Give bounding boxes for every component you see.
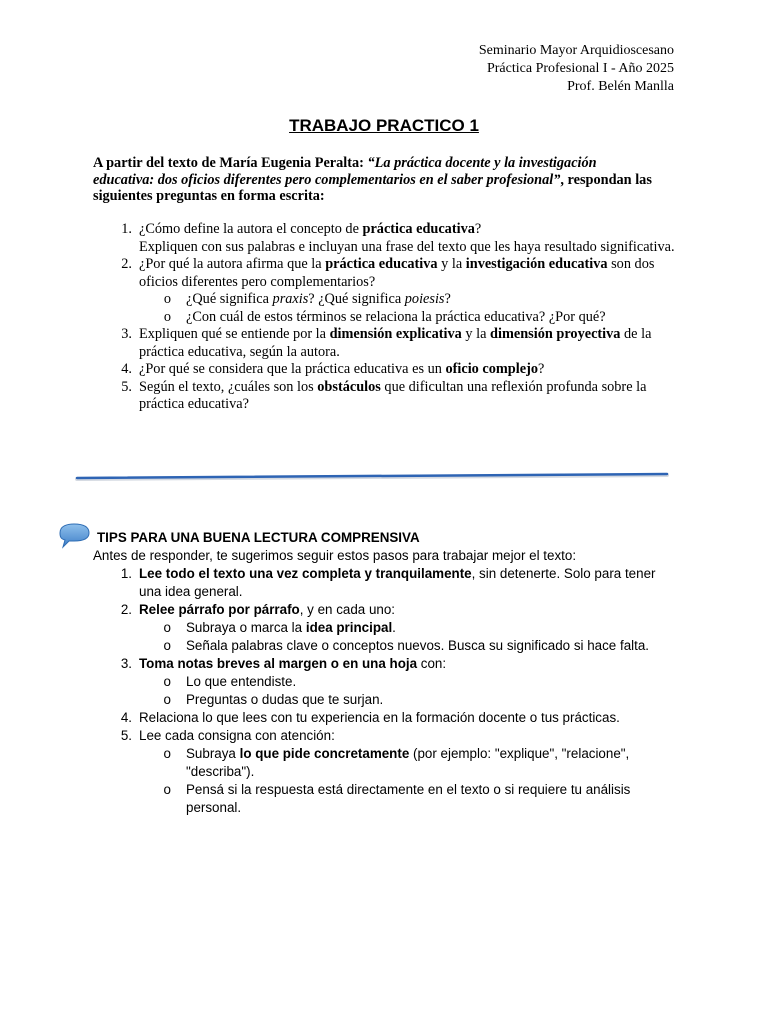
sub-question-text-part: ? ¿Qué significa [308,291,405,307]
intro-tail: , respondan las siguientes preguntas en forma escrita: [93,171,652,204]
tip-text-part: (por ejemplo: "explique", "relacione", "describa"). [186,746,630,779]
section-divider [0,465,768,489]
tip-number: 3. [120,656,132,671]
tip-text [139,565,673,601]
tip-text-part: , y en cada uno: [299,602,396,617]
tip-sub-item [93,745,673,781]
tip-keyword: Lee todo el texto una vez completa y tranquilamente [139,566,472,581]
tip-keyword: lo que pide concretamente [239,746,410,761]
tip-keyword: Relee párrafo por párrafo [139,602,300,617]
question-number: 1. [121,221,132,237]
question-text-part: Expliquen qué se entiende por la [139,326,330,342]
tip-sub-text: Pensá si la respuesta está directamente en el texto o si requiere tu análisis personal. [186,782,631,815]
bullet-marker: o [163,638,171,653]
tip-sub-item [93,637,673,655]
question-text-part: Expliquen con sus palabras e incluyan una frase del texto que les haya resultado significativa. [139,238,675,255]
question-text-part: que dificultan una reflexión profunda sobre la práctica educativa? [139,378,647,412]
sub-question-text [186,291,683,309]
tip-item [93,727,673,745]
question-text-part: y la [461,326,491,342]
question-number: 4. [121,361,132,377]
question-text-part: ? [474,221,482,237]
tip-number: 1. [120,566,132,581]
question-number: 3. [121,326,132,342]
question-keyword: oficio complejo [445,361,538,377]
tip-sub-text: Preguntas o dudas que te surjan. [186,692,384,707]
tip-text [139,601,673,619]
document-header [479,42,674,96]
question-text [139,361,683,379]
question-item [93,326,683,361]
tip-sub-text [186,619,673,637]
tip-sub-text: Señala palabras clave o conceptos nuevos. Busca su significado si hace falta. [186,638,650,653]
question-list [93,221,683,414]
question-text-part: y la [437,256,466,272]
sub-question [93,291,683,309]
intro-lead: A partir del texto de María Eugenia Peralta: [93,155,368,171]
sub-question-text-part: ? [444,291,451,307]
bullet-marker: o [163,746,171,761]
term-poiesis: poiesis [404,291,445,307]
tip-number: 5. [120,728,132,743]
professor-name: Prof. Belén Manlla [567,79,674,94]
sub-question-text-part: ¿Qué significa [186,291,273,307]
question-keyword: dimensión proyectiva [490,326,621,342]
page-title: TRABAJO PRACTICO 1 [289,116,479,135]
tip-number: 4. [120,710,132,725]
tip-text-part: , sin detenerte. Solo para tener una idea general. [139,566,656,599]
question-item [93,221,683,256]
question-text [139,256,683,291]
tip-text-part: Subraya [186,746,240,761]
tip-text-part: Subraya o marca la [186,620,306,635]
sub-question-text: ¿Con cuál de estos términos se relaciona la práctica educativa? ¿Por qué? [186,308,606,325]
course-name: Práctica Profesional I - Año 2025 [486,61,674,76]
bullet-marker: o [163,782,171,797]
question-text [139,221,683,256]
question-text-part: Según el texto, ¿cuáles son los [139,378,318,395]
bullet-marker: o [163,291,171,307]
question-text-part: ¿Por qué la autora afirma que la [139,256,326,272]
question-text [139,379,683,414]
question-item [93,379,683,414]
tip-keyword: Toma notas breves al margen o en una hoja [139,656,418,671]
bullet-marker: o [163,692,171,707]
tip-sub-item [93,781,673,817]
tip-item [93,565,673,601]
tip-text-part: . [392,620,396,635]
tip-sub-text: Lo que entendiste. [186,674,297,689]
tip-number: 2. [120,602,132,617]
sub-question [93,309,683,327]
tips-title: TIPS PARA UNA BUENA LECTURA COMPRENSIVA [97,530,420,545]
tip-sub-item [93,691,673,709]
question-text-part: de la práctica educativa, según la autora. [139,326,652,360]
question-keyword: obstáculos [317,378,381,395]
tip-item [93,655,673,673]
question-text-part: son dos oficios diferentes pero complementarios? [139,256,655,290]
question-keyword: práctica educativa [325,256,438,272]
question-text [139,326,683,361]
tip-item [93,601,673,619]
tip-text: Lee cada consigna con atención: [139,728,335,743]
intro-paragraph [93,155,653,205]
speech-bubble-icon [57,522,91,550]
tip-item [93,709,673,727]
tips-section [93,529,673,817]
question-text-part: ? [537,361,545,377]
question-number: 2. [121,256,132,272]
tips-intro: Antes de responder, te sugerimos seguir estos pasos para trabajar mejor el texto: [93,548,577,563]
bullet-marker: o [163,620,171,635]
question-number: 5. [121,378,132,395]
question-keyword: práctica educativa [362,221,475,237]
question-text-part: ¿Por qué se considera que la práctica educativa es un [139,361,446,377]
tip-text: Relaciona lo que lees con tu experiencia en la formación docente o tus prácticas. [139,710,620,725]
bullet-marker: o [163,308,171,325]
question-keyword: investigación educativa [465,256,608,272]
tip-sub-text [186,745,673,781]
tip-text-part: con: [417,656,447,671]
tip-text [139,655,673,673]
tip-keyword: idea principal [305,620,393,635]
institution-name: Seminario Mayor Arquidioscesano [478,43,674,58]
question-text-part: ¿Cómo define la autora el concepto de [139,221,363,237]
question-keyword: dimensión explicativa [329,326,462,342]
intro-source-title: “La práctica docente y la investigación educativa: dos oficios diferentes pero complementarios en el saber profesional” [93,155,597,188]
term-praxis: praxis [272,291,309,307]
question-item [93,256,683,291]
tip-sub-item [93,673,673,691]
question-item [93,361,683,379]
bullet-marker: o [163,674,171,689]
tip-sub-item [93,619,673,637]
